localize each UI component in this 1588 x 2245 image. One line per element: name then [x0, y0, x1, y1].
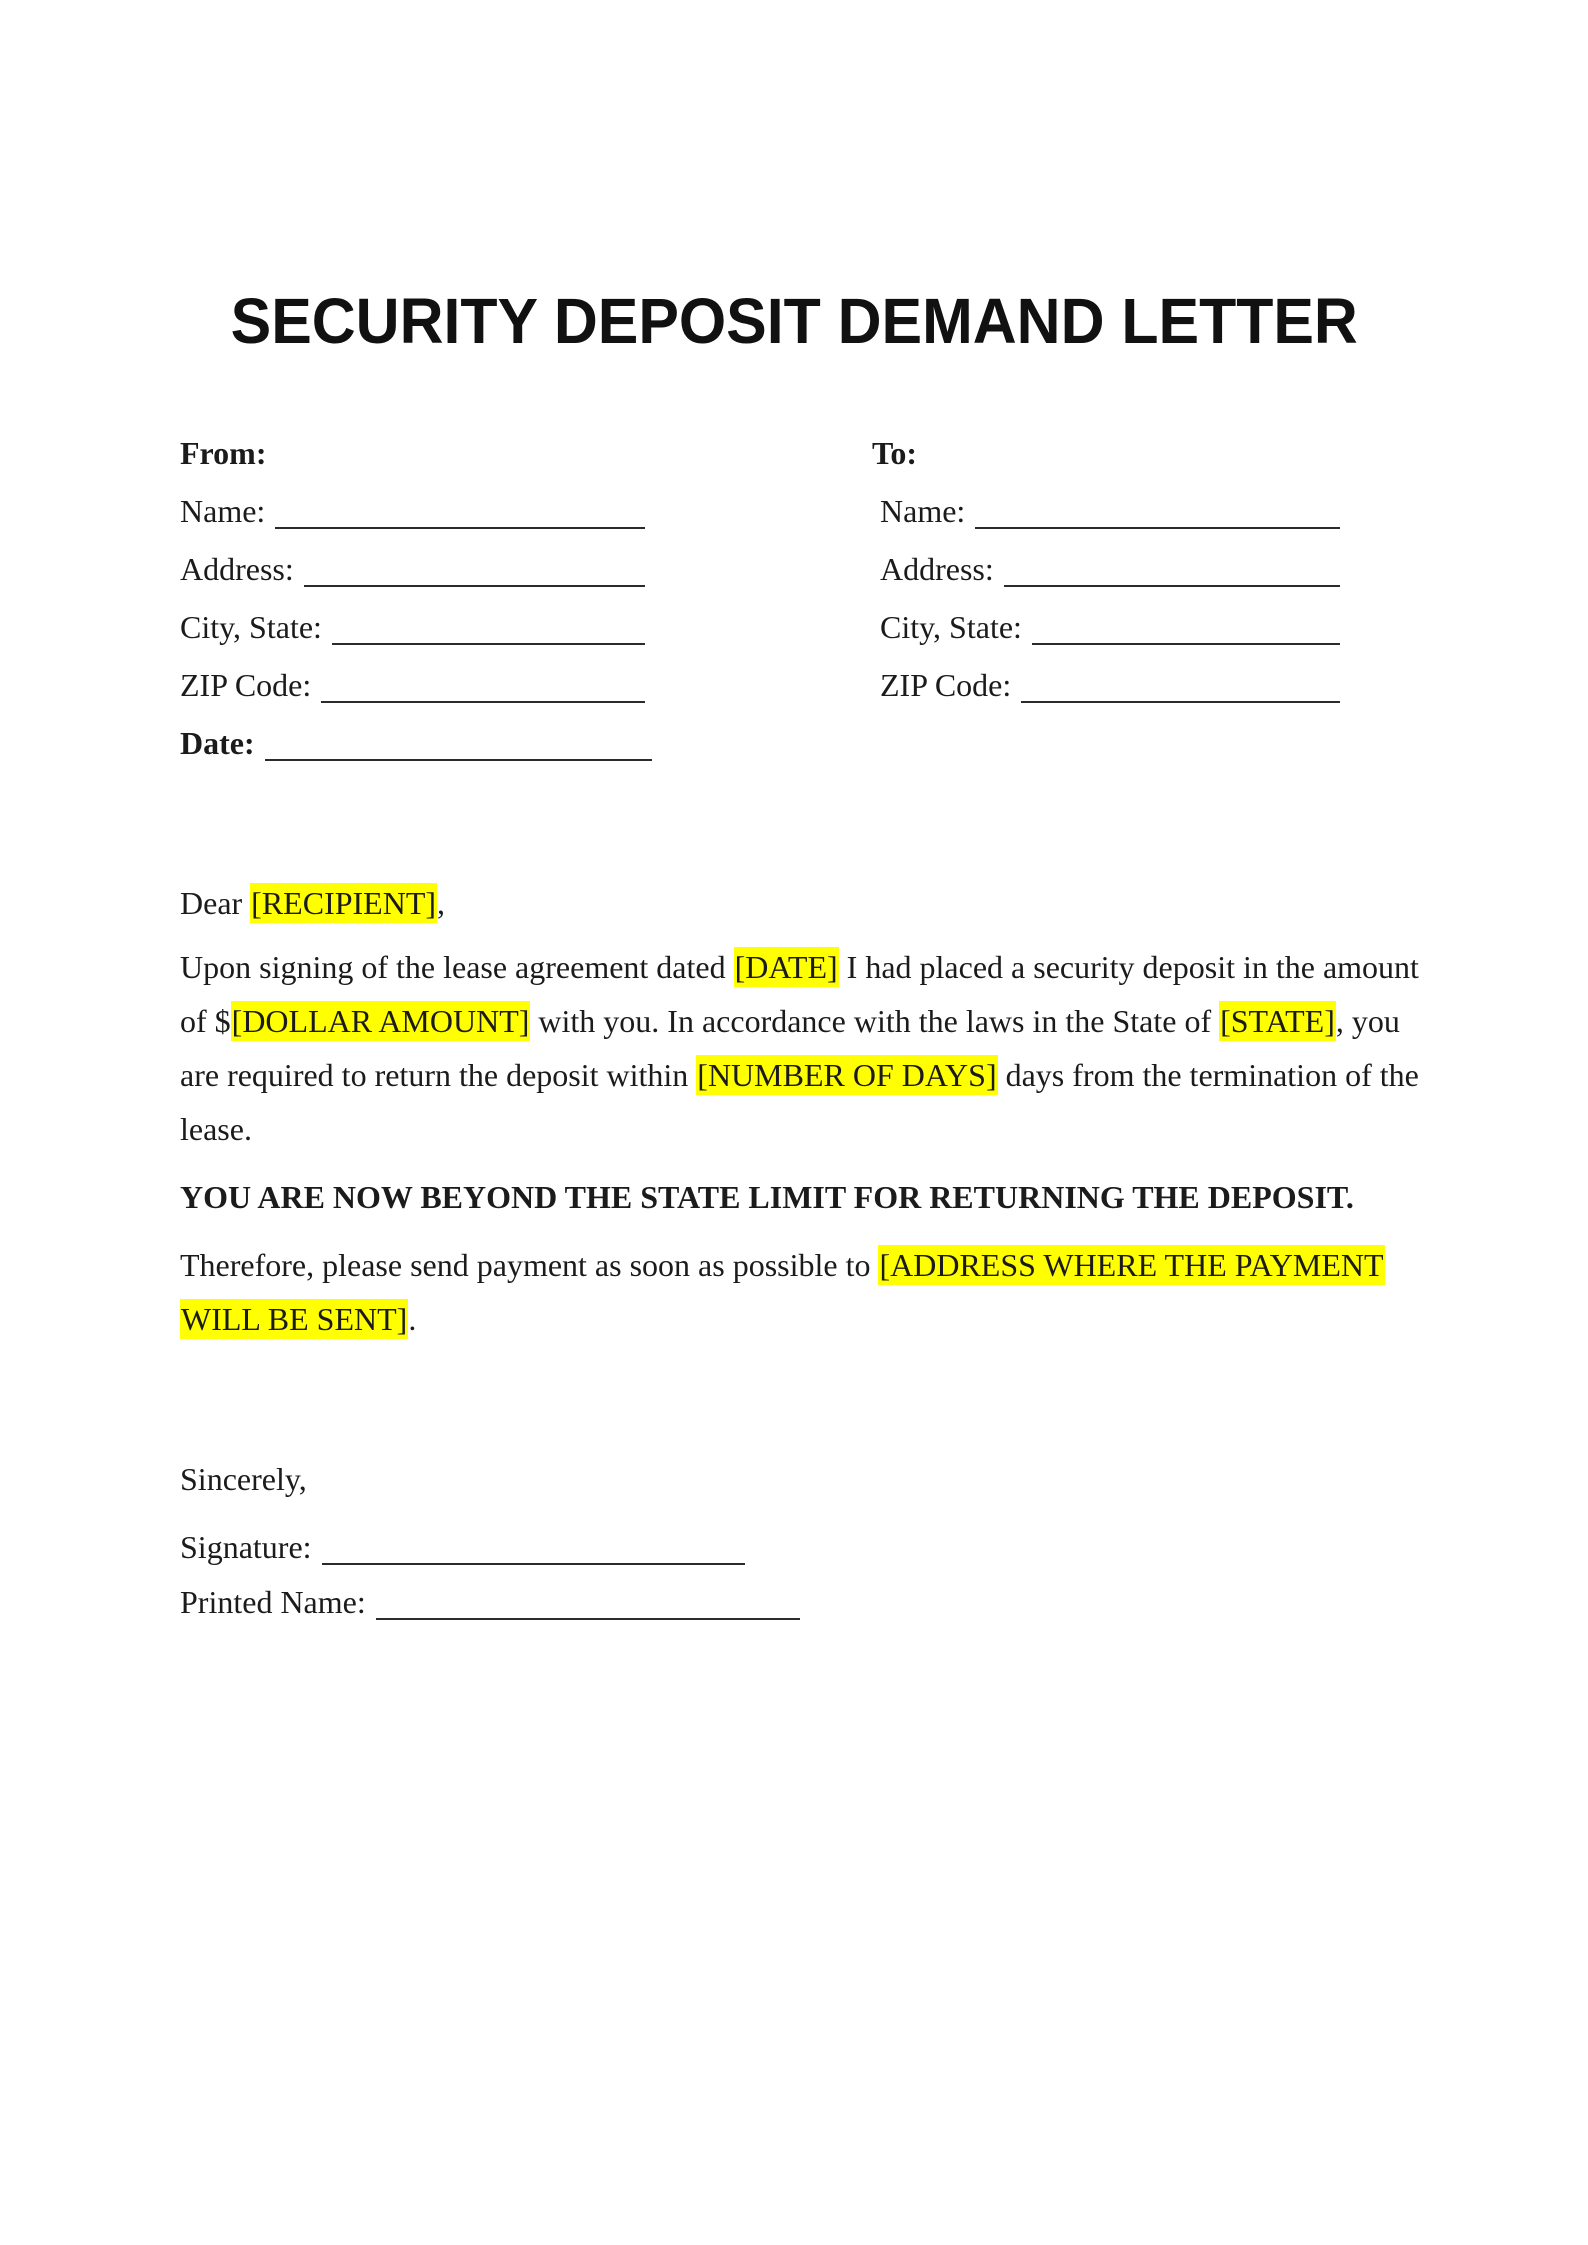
closing-sincerely: Sincerely,: [180, 1461, 307, 1497]
text-segment: days from the termination of the: [997, 1057, 1419, 1093]
letter-body: [180, 876, 1419, 1630]
to-name-label: Name:: [880, 493, 966, 529]
from-address-blank-line: [304, 584, 645, 587]
body-paragraph-1: [180, 940, 1419, 1156]
page-title-text: SECURITY DEPOSIT DEMAND LETTER: [230, 285, 1358, 357]
highlight-placeholder: [DOLLAR AMOUNT]: [231, 1003, 530, 1039]
to-city-state-blank-line: [1032, 642, 1340, 645]
highlight-placeholder: [ADDRESS WHERE THE PAYMENT: [879, 1247, 1384, 1283]
from-city-state-field: [180, 598, 645, 656]
to-heading-label: To:: [872, 435, 918, 471]
to-address-field: [872, 540, 1340, 598]
from-address-field: [180, 540, 645, 598]
date-field: [180, 714, 652, 772]
highlight-placeholder: WILL BE SENT]: [181, 1301, 408, 1337]
paragraph-line-3: [180, 1048, 1419, 1102]
paragraph-line-2: [180, 994, 1413, 1048]
to-city-state-field: [872, 598, 1340, 656]
highlight-placeholder: [NUMBER OF DAYS]: [697, 1057, 997, 1093]
signature-label: Signature:: [180, 1529, 312, 1565]
paragraph-line-1: [180, 940, 1419, 994]
to-name-blank-line: [975, 526, 1340, 529]
text-segment: of $: [180, 1003, 231, 1039]
text-segment: .: [408, 1301, 417, 1337]
from-name-blank-line: [275, 526, 645, 529]
page-title: [0, 285, 1588, 357]
from-address-label: Address:: [180, 551, 294, 587]
from-zip-field: [180, 656, 645, 714]
to-zip-label: ZIP Code:: [880, 667, 1012, 703]
signature-blank-line: [322, 1562, 745, 1565]
paragraph-line-6: [180, 1292, 1413, 1346]
highlight-placeholder: [RECIPIENT]: [251, 885, 437, 921]
text-segment: I had placed a security deposit in the amount: [838, 949, 1419, 985]
highlight-placeholder: [DATE]: [734, 949, 838, 985]
text-segment: Upon signing of the lease agreement dated: [180, 949, 734, 985]
from-name-label: Name:: [180, 493, 266, 529]
from-section: [180, 424, 645, 772]
from-heading: [180, 424, 645, 482]
to-address-label: Address:: [880, 551, 994, 587]
text-segment: ,: [437, 885, 446, 921]
from-heading-label: From:: [180, 435, 267, 471]
from-zip-label: ZIP Code:: [180, 667, 312, 703]
body-paragraph-2: [180, 1238, 1413, 1346]
text-segment: are required to return the deposit within: [180, 1057, 697, 1093]
from-zip-blank-line: [321, 700, 645, 703]
printed-name-blank-line: [376, 1617, 800, 1620]
from-city-state-label: City, State:: [180, 609, 322, 645]
paragraph-line-4: [180, 1102, 1413, 1156]
salutation-line: [180, 876, 1413, 930]
highlight-placeholder: [STATE]: [1220, 1003, 1335, 1039]
signature-field: [180, 1520, 745, 1575]
printed-name-field: [180, 1575, 800, 1630]
from-name-field: [180, 482, 645, 540]
to-zip-blank-line: [1021, 700, 1340, 703]
to-section: [872, 424, 1340, 714]
from-city-state-blank-line: [332, 642, 645, 645]
text-segment: lease.: [180, 1111, 252, 1147]
date-label: Date:: [180, 725, 255, 761]
to-heading: [872, 424, 1340, 482]
paragraph-line-5: [180, 1238, 1413, 1292]
text-segment: with you. In accordance with the laws in the State of: [530, 1003, 1220, 1039]
to-name-field: [872, 482, 1340, 540]
text-segment: , you: [1335, 1003, 1400, 1039]
warning-statement: YOU ARE NOW BEYOND THE STATE LIMIT FOR RETURNING THE DEPOSIT.: [180, 1179, 1354, 1215]
date-blank-line: [265, 758, 652, 761]
printed-name-label: Printed Name:: [180, 1584, 366, 1620]
to-city-state-label: City, State:: [880, 609, 1022, 645]
text-segment: Therefore, please send payment as soon as possible to: [180, 1247, 879, 1283]
text-segment: Dear: [180, 885, 251, 921]
to-zip-field: [872, 656, 1340, 714]
to-address-blank-line: [1004, 584, 1340, 587]
